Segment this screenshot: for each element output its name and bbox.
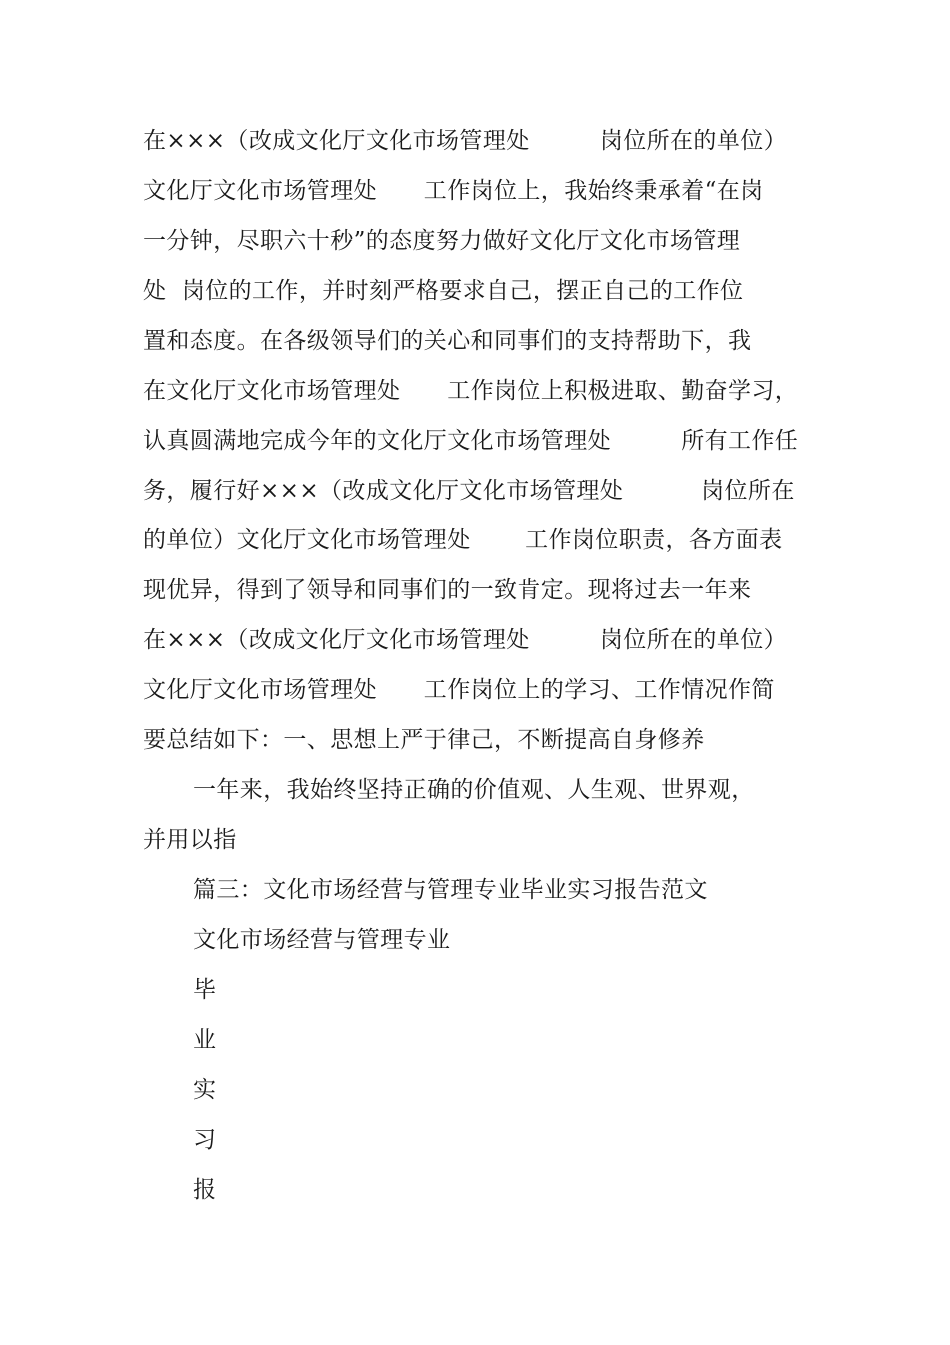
paragraph-line: 在文化厅文化市场管理处 工作岗位上积极进取、勤奋学习，	[143, 378, 799, 404]
paragraph-line: 并用以指	[143, 827, 237, 853]
paragraph-line: 要总结如下：一、思想上严于律己，不断提高自身修养	[143, 727, 705, 753]
paragraph-line: 在×××（改成文化厅文化市场管理处 岗位所在的单位）	[143, 627, 788, 653]
vertical-title-char: 习	[193, 1127, 217, 1153]
paragraph-line: 文化厅文化市场管理处 工作岗位上的学习、工作情况作简	[143, 677, 775, 703]
paragraph-line: 现优异，得到了领导和同事们的一致肯定。现将过去一年来	[143, 577, 752, 603]
paragraph-line: 文化厅文化市场管理处 工作岗位上，我始终秉承着“在岗	[143, 178, 764, 204]
paragraph-line: 的单位）文化厅文化市场管理处 工作岗位职责，各方面表	[143, 527, 783, 553]
paragraph-line: 置和态度。在各级领导们的关心和同事们的支持帮助下，我	[143, 328, 752, 354]
paragraph-line: 务，履行好×××（改成文化厅文化市场管理处 岗位所在	[143, 478, 795, 504]
section-heading: 篇三：文化市场经营与管理专业毕业实习报告范文	[193, 877, 708, 903]
vertical-title-char: 报	[193, 1177, 217, 1203]
vertical-title-char: 实	[193, 1077, 217, 1103]
vertical-title-char: 毕	[193, 977, 217, 1003]
paragraph-line: 一分钟，尽职六十秒”的态度努力做好文化厅文化市场管理	[143, 228, 741, 254]
paragraph-line: 认真圆满地完成今年的文化厅文化市场管理处 所有工作任	[143, 428, 799, 454]
paragraph-line: 一年来，我始终坚持正确的价值观、人生观、世界观，	[193, 777, 755, 803]
paragraph-line: 在×××（改成文化厅文化市场管理处 岗位所在的单位）	[143, 128, 788, 154]
vertical-title-char: 业	[193, 1027, 217, 1053]
paragraph-line: 处 岗位的工作，并时刻严格要求自己，摆正自己的工作位	[143, 278, 744, 304]
section-subtitle: 文化市场经营与管理专业	[193, 927, 451, 953]
